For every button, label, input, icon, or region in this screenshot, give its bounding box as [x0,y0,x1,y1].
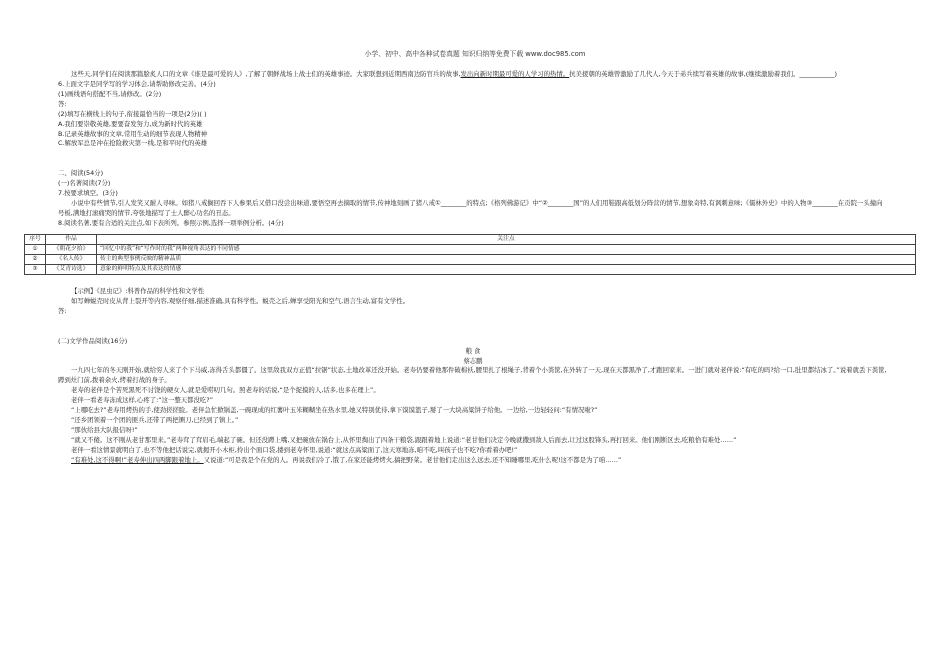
row-no: ① [25,244,46,254]
table-header-focus: 关注点 [97,234,916,244]
table-row [25,244,916,254]
question-7-text: 小说中有些情节,引人发笑又耐人寻味。如猪八戒搁回吞下人参果后又借口没尝出味道,要悟空再去摘取的情节,传神地刻画了猪八戒①________的特点;《格列佛游记》中“②________国”的人们用鞋跟高低划分阵营的情节,想象奇特,有讽刺意味;《儒林外史》中的人物③________在贡院一头撞向号板,满地打滚痛哭的情节,夸张地描写了士人醉心功名的丑态。 [58,199,883,218]
story-underlined-sentence: “有难处,这不得啊!”老寿伸出四两脚跟着地上。 [71,455,204,464]
story-paragraph: “那伙给县大队报信呀!” [71,425,138,434]
table-row [25,254,916,264]
row-no: ② [25,254,46,264]
story-author: 蔡志鹏 [463,356,483,365]
story-paragraph [58,456,888,466]
option-a: A.我们要崇敬英雄,要要奋发努力,成为新时代的英雄 [58,119,203,128]
story-text: 又说道:“可是我是个在党的人。再说我们冷了,饿了,在家还能烤烤火,搞把野菜。老甘他们走出这么远去,还不知睡哪里,吃什么呢!这不都是为了咱……” [203,455,622,464]
example-answer-label: 答: [58,306,67,315]
story-paragraph: 老寿的老伴是个苦死黑死不讨饶的硬女人,就是爱唠叨几句。照老寿的话说,“是个捉摸的人,话多,也多在理上”。 [71,386,380,395]
intro-underlined-sentence: 发出向新时期最可爱的人学习的热情。 [460,70,570,78]
row-focus: 意象的鲜明特点及其表达的情感 [97,264,916,274]
story-paragraph: 老伴一看这情景就明白了,也不等他把话说完,就揭开小木柜,拎出个面口袋,搂到老寿怀里,说道:“就这点高粱面了,这天寒地冻,咱不吃,叫孩子也不吃?你看着办吧!” [71,445,518,454]
intro-text-b: 抗美援朝的英雄曾激励了几代人,今天于弟兵续写着英雄的故事,(继续激励着我们。___________) [569,70,838,78]
option-b: B.记录英雄故事的文章,常用生动的细节表现人物精神 [58,129,208,138]
table-header-row [25,234,916,244]
question-6-1: (1)画线语句搭配不当,请修改。(2分) [58,89,162,98]
row-focus: “回忆中的我”和“写作时的我”两种视角表达的不同情感 [97,244,916,254]
example-text: 如写蝉蜕壳时皮从背上裂开等内容,观察仔细,描述准确,具有科学性。蜕壳之后,蝉享受阳光和空气,语言生动,富有文学性。 [71,296,410,305]
section-2-title: 二、阅读(54分) [58,169,104,178]
question-7: 7.按要求填空。(3分) [58,189,118,198]
story-paragraph: “上哪吃去?”老寿用烤热的手,使劲搓搓脸。老伴急忙掀锅盖,一碗现成的红薯叶玉米糊糊坐在热水里,她又特别优待,拿下馍馍篮子,掰了一大块高粱饼子给他。一边给,一边轻轻问:“有情况啦?” [71,406,598,415]
works-table [24,234,916,275]
table-row [25,264,916,274]
option-c: C.解放军总是冲在抢险救灾第一线,是和平时代的英雄 [58,139,208,148]
exam-content [29,70,888,466]
story-paragraph: 老伴一看老寿冻成这样,心疼了:“这一整天都没吃?” [71,396,214,405]
example-label: 【示例】《昆虫记》:科普作品的科学性和文学性 [71,286,205,295]
story-paragraph: “就又不傻。这不刚从老甘那里来。”老寿耷了耷眉毛,端起了碗。但还没蹲上嘴,又把碗放在锅台上,从怀里掏出了四条干粮袋,跟跟着地上说道:“老甘他们决定今晚就撒到敌人后面去,让过这股锋头,再打回来。他们刚断区去,吃粮恰有难处……” [71,435,737,444]
story-title: 粮 食 [465,346,481,355]
answer-label: 答: [58,99,67,108]
story-paragraph: 一九四七年的冬天刚开始,就给穷人来了个下马威,冻得舌头都僵了。这里敌我双方正值“拉锯”状态,土地改革还没开始。老寿仍要着他那件破棉袄,腰里扎了根绳子,背着个小粪筐,在外转了一天,现在天都黑净了,才跑回家来。一进门就对老伴说:“有吃的吗?给一口,肚里都结冰了。”说着就丢下粪筐,蹲到灶门前,拨着余火,烤着打战的身子。 [58,366,887,385]
table-header-work: 作品 [46,234,97,244]
question-6-2: (2)填写在横线上的句子,衔接最恰当的一项是(2分)( ) [58,109,207,118]
intro-paragraph [58,70,888,80]
section-2-sub1: (一)名著阅读(7分) [58,179,111,188]
row-work: 《名人传》 [46,254,97,264]
story-paragraph: “还乡团领着一个团的匪兵,还带了两把铡刀,已经到了镇上。” [71,416,239,425]
page-header: 小学、初中、高中各种试卷真题 知识归纳等免费下载 www.doc985.com [364,50,586,58]
row-no: ③ [25,264,46,274]
intro-text-a: 这些天,同学们在阅读那篇脍炙人口的文章《谁是最可爱的人》,了解了朝鲜战场上战士们的英雄事迹。大家联想到近期西南边防官兵的故事, [71,70,461,78]
question-6: 6.上面文字是同学写的学习体会,请帮助修改完善。(4分) [58,79,216,88]
row-focus: 传主的典型事例反映的精神品质 [97,254,916,264]
table-header-no: 序号 [25,234,46,244]
question-8: 8.阅读名著,要有合适的关注点,如下表所列。参照示例,选择一项举例分析。(4分) [58,218,284,227]
row-work: 《艾青诗选》 [46,264,97,274]
row-work: 《朝花夕拾》 [46,244,97,254]
lit-section-title: (二)文学作品阅读(16分) [58,336,128,345]
